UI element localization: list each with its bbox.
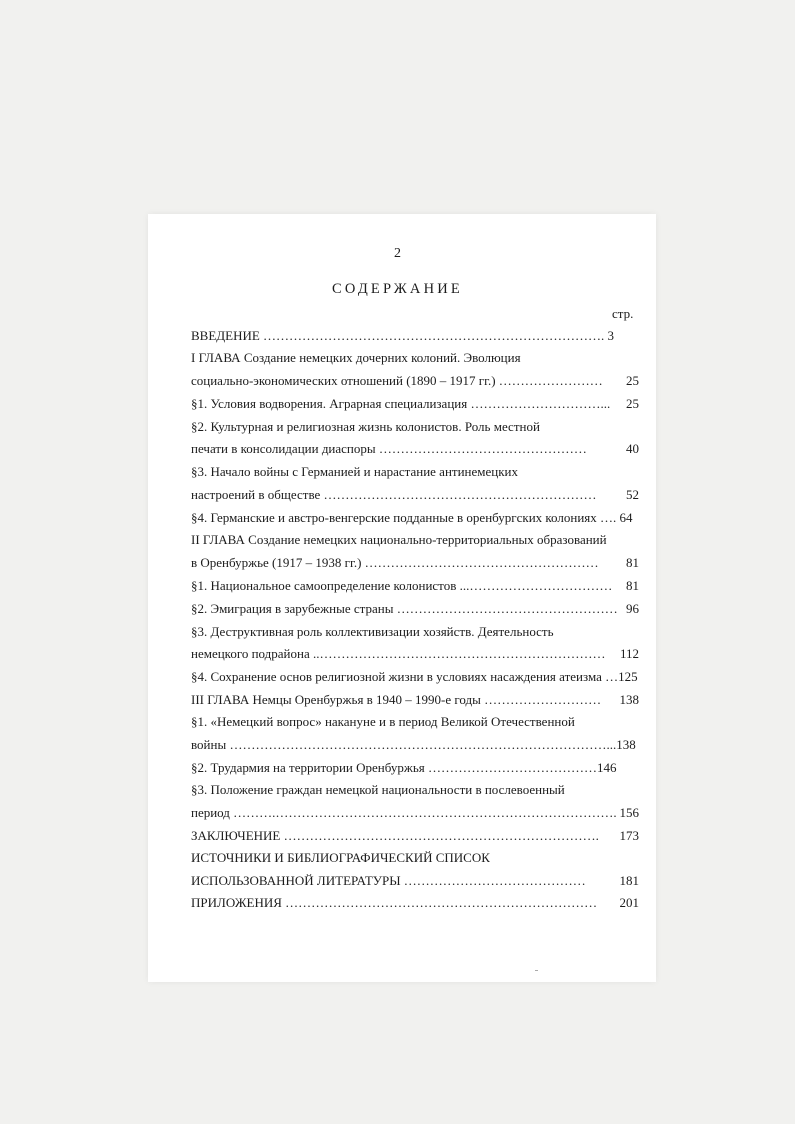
toc-entry xyxy=(191,758,641,778)
toc-entry-text: §1. Национальное самоопределение колонистов ...…………………………… xyxy=(191,578,613,593)
toc-entry xyxy=(191,530,641,550)
toc-entry-text: период ……….……………………………………………………………………. xyxy=(191,805,617,820)
toc-entry xyxy=(191,780,641,800)
toc-entry xyxy=(191,576,641,596)
toc-entry-page: 25 xyxy=(626,396,639,411)
toc-entry xyxy=(191,326,641,346)
toc-entry-text: ВВЕДЕНИЕ ……………………………………………………………………. 3 xyxy=(191,328,615,343)
toc-entry-text: в Оренбуржье (1917 – 1938 гг.) ……………………………………………… xyxy=(191,555,599,570)
toc-entry-text: ИСТОЧНИКИ И БИБЛИОГРАФИЧЕСКИЙ СПИСОК xyxy=(191,850,490,865)
toc-entry xyxy=(191,690,641,710)
toc-entry-text: §3. Положение граждан немецкой национальности в послевоенный xyxy=(191,782,565,797)
toc-entry-text: I ГЛАВА Создание немецких дочерних колоний. Эволюция xyxy=(191,350,521,365)
toc-entry xyxy=(191,803,641,823)
toc-entry-text: III ГЛАВА Немцы Оренбуржья в 1940 – 1990-е годы ……………………… xyxy=(191,692,602,707)
page-number: 2 xyxy=(394,246,401,261)
toc-entry xyxy=(191,622,641,642)
toc-entry-page: 181 xyxy=(619,873,639,888)
toc-entry-text: ИСПОЛЬЗОВАННОЙ ЛИТЕРАТУРЫ …………………………………… xyxy=(191,873,586,888)
toc-entry xyxy=(191,462,641,482)
toc-entry-text: §2. Культурная и религиозная жизнь колонистов. Роль местной xyxy=(191,419,540,434)
toc-entry-text: II ГЛАВА Создание немецких национально-территориальных образований xyxy=(191,532,607,547)
toc-entry-page: 156 xyxy=(619,805,639,820)
toc-entry-page: 112 xyxy=(619,646,639,661)
toc-entry xyxy=(191,712,641,732)
toc-entry xyxy=(191,508,641,528)
toc-entry-page: 138 xyxy=(619,692,639,707)
toc-entry-page: 96 xyxy=(626,601,639,616)
toc-entry-text: немецкого подрайона ..………………………………………………………… xyxy=(191,646,606,661)
toc-entry-text: §1. Условия водворения. Аграрная специализация …………………………... xyxy=(191,396,611,411)
toc-entry xyxy=(191,417,641,437)
toc-entry-page: 81 xyxy=(626,555,639,570)
toc-entry xyxy=(191,893,641,913)
toc-entry-text: печати в консолидации диаспоры ………………………………………… xyxy=(191,441,587,456)
toc-entry-page: 81 xyxy=(626,578,639,593)
toc-entry-text: §3. Деструктивная роль коллективизации хозяйств. Деятельность xyxy=(191,624,554,639)
toc-entry-text: настроений в обществе ……………………………………………………… xyxy=(191,487,597,502)
toc-entry-text: §1. «Немецкий вопрос» накануне и в период Великой Отечественной xyxy=(191,714,575,729)
toc-entry-page: 201 xyxy=(619,895,639,910)
toc-entry-page: 25 xyxy=(626,373,639,388)
toc-entry-text: §2. Эмиграция в зарубежные страны …………………………………………… xyxy=(191,601,618,616)
toc-entry xyxy=(191,848,641,868)
toc-entry-text: ПРИЛОЖЕНИЯ ……………………………………………………………… xyxy=(191,895,598,910)
page-column-header: стр. xyxy=(612,306,634,321)
toc-entry-text: §4. Сохранение основ религиозной жизни в условиях насаждения атеизма …125 xyxy=(191,669,638,684)
toc-entry xyxy=(191,735,641,755)
toc-entry-text: войны ……………………………………………………………………………...138 xyxy=(191,737,636,752)
toc-entry xyxy=(191,667,641,687)
toc-entry-page: 40 xyxy=(626,441,639,456)
toc-entry xyxy=(191,599,641,619)
toc-entry xyxy=(191,348,641,368)
toc-entry xyxy=(191,485,641,505)
toc-entry xyxy=(191,826,641,846)
toc-entry xyxy=(191,553,641,573)
toc-entry xyxy=(191,871,641,891)
page-title: СОДЕРЖАНИЕ xyxy=(332,281,463,297)
scan-speck xyxy=(535,970,538,971)
toc-entry-text: социально-экономических отношений (1890 – 1917 гг.) …………………… xyxy=(191,373,603,388)
toc-entry xyxy=(191,644,641,664)
toc-entry-page: 173 xyxy=(619,828,639,843)
toc-entry-text: §2. Трудармия на территории Оренбуржья …………………………………146 xyxy=(191,760,617,775)
toc-entry-page: 52 xyxy=(626,487,639,502)
toc-entry-text: §4. Германские и австро-венгерские подданные в оренбургских колониях …. 64 xyxy=(191,510,633,525)
toc-entry xyxy=(191,394,641,414)
toc-entry xyxy=(191,371,641,391)
toc-entry xyxy=(191,439,641,459)
toc-entry-text: ЗАКЛЮЧЕНИЕ ………………………………………………………………. xyxy=(191,828,599,843)
toc-entry-text: §3. Начало войны с Германией и нарастание антинемецких xyxy=(191,464,518,479)
